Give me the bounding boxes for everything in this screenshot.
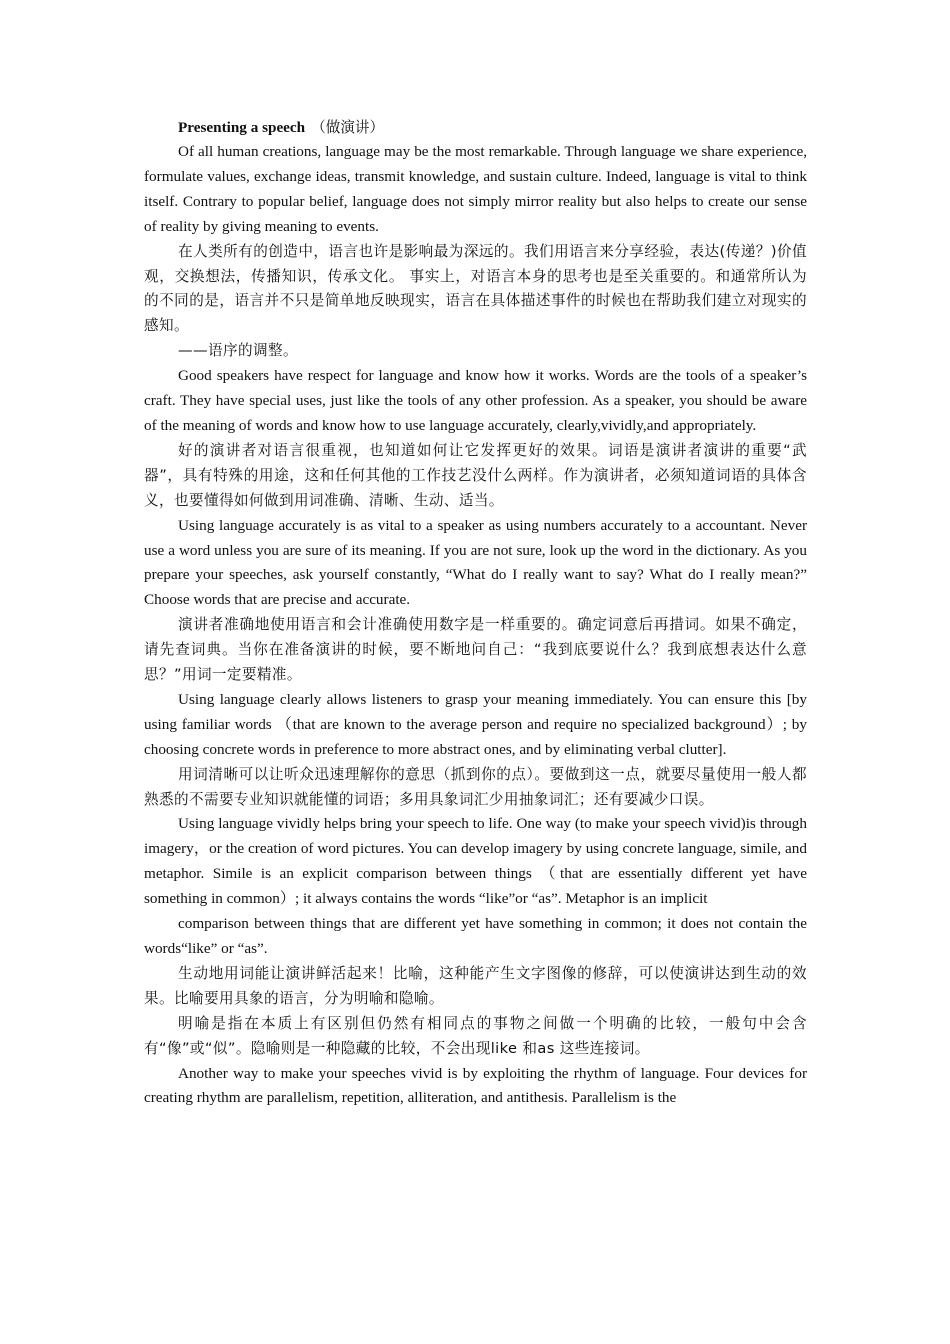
- paragraph-accurately-en: Using language accurately is as vital to a speaker as using numbers accurately to a accountant. Never use a word unless you are sure of its meaning. If you are not sure, look up the word in the dictionary. As you prepare your speeches, ask yourself constantly, “What do I really want to say? What do I really mean?” Choose words that are precise and accurate.: [144, 516, 807, 609]
- paragraph-vividly-zh: 生动地用词能让演讲鲜活起来！比喻，这种能产生文字图像的修辞，可以使演讲达到生动的效果。比喻要用具象的语言，分为明喻和隐喻。: [144, 964, 807, 1007]
- paragraph-intro-en: Of all human creations, language may be the most remarkable. Through language we share experience, formulate values, exchange ideas, transmit knowledge, and sustain culture. Indeed, language is vital to think itself. Contrary to popular belief, language does not simply mirror reality but also helps to create our sense of reality by giving meaning to events.: [144, 143, 807, 235]
- paragraph-metaphor-en: comparison between things that are different yet have something in common; it does not contain the words“like” or “as”.: [144, 915, 807, 957]
- paragraph-clearly-en: Using language clearly allows listeners to grasp your meaning immediately. You can ensure this [by using familiar words （that are known to the average person and require no specialized background）; by choosing concrete words in preference to more abstract ones, and by eliminating verbal clutter].: [144, 690, 807, 758]
- paragraph-vividly-en: Using language vividly helps bring your speech to life. One way (to make your speech vivid)is through imagery，or the creation of word pictures. You can develop imagery by using concrete language, simile, and metaphor. Simile is an explicit comparison between things （that are essentially different yet have something in common）; it always contains the words “like”or “as”. Metaphor is an implicit: [144, 815, 807, 908]
- paragraph-rhythm-en: Another way to make your speeches vivid is by exploiting the rhythm of language. Four devices for creating rhythm are parallelism, repetition, alliteration, and antithesis. Parallelism is the: [144, 1064, 807, 1107]
- paragraph-accurately-zh: 演讲者准确地使用语言和会计准确使用数字是一样重要的。确定词意后再措词。如果不确定，请先查词典。当你在准备演讲的时候，要不断地问自己：“我到底要说什么？我到底想表达什么意思？”用词一定要精准。: [144, 616, 807, 684]
- paragraph-note-word-order: ——语序的调整。: [178, 342, 298, 360]
- paragraph-good-speakers-zh: 好的演讲者对语言很重视，也知道如何让它发挥更好的效果。词语是演讲者演讲的重要“武器”，具有特殊的用途，这和任何其他的工作技艺没什么两样。作为演讲者，必须知道词语的具体含义，也要懂得如何做到用词准确、清晰、生动、适当。: [144, 441, 807, 509]
- paragraph-intro-zh: 在人类所有的创造中，语言也许是影响最为深远的。我们用语言来分享经验，表达(传递？)价值观，交换想法，传播知识，传承文化。 事实上，对语言本身的思考也是至关重要的。和通常所认为的不同的是，语言并不只是简单地反映现实，语言在具体描述事件的时候也在帮助我们建立对现实的感知。: [144, 242, 807, 335]
- page-title: [144, 115, 807, 140]
- document-page: [144, 115, 807, 1111]
- paragraph-good-speakers-en: Good speakers have respect for language and know how it works. Words are the tools of a speaker’s craft. They have special uses, just like the tools of any other profession. As a speaker, you should be aware of the meaning of words and know how to use language accurately, clearly,vividly,and appropriately.: [144, 367, 807, 434]
- paragraph-clearly-zh: 用词清晰可以让听众迅速理解你的意思（抓到你的点）。要做到这一点，就要尽量使用一般人都熟悉的不需要专业知识就能懂的词语；多用具象词汇少用抽象词汇；还有要减少口误。: [144, 765, 807, 808]
- title-english: Presenting a speech: [178, 119, 306, 136]
- paragraph-simile-metaphor-zh: 明喻是指在本质上有区别但仍然有相同点的事物之间做一个明确的比较，一般句中会含有“像”或“似”。隐喻则是一种隐藏的比较，不会出现like 和as 这些连接词。: [144, 1014, 807, 1057]
- title-chinese: （做演讲）: [311, 119, 385, 136]
